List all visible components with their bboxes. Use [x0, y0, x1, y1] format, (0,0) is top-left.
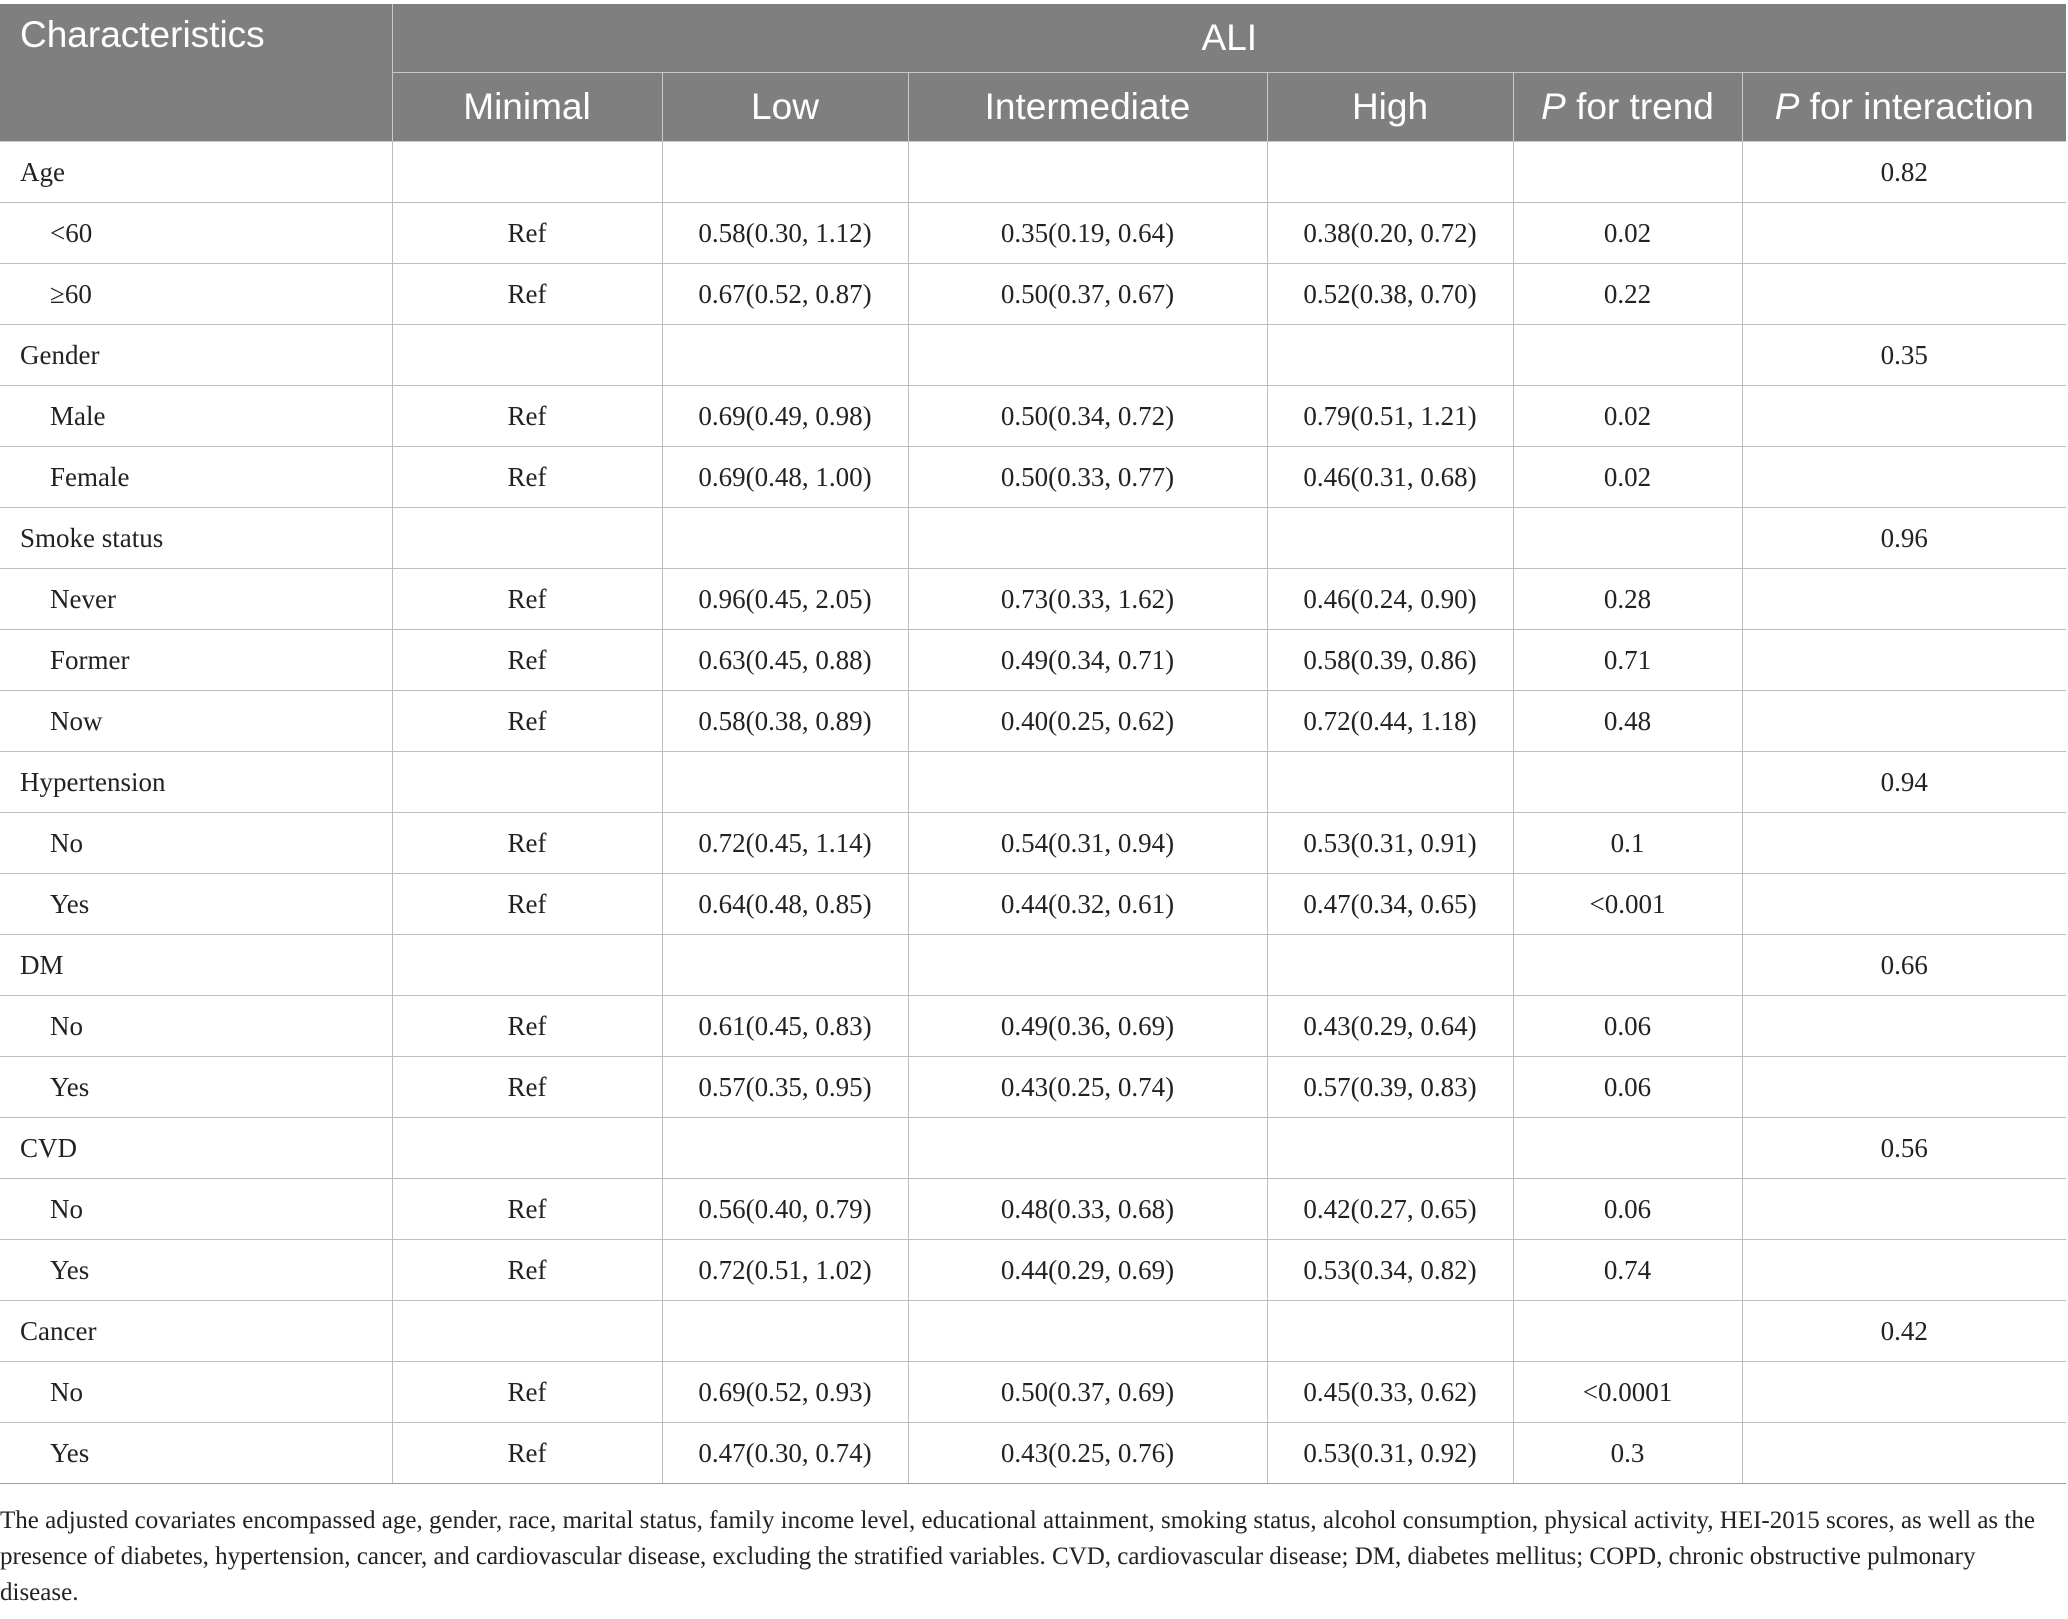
cell-low: 0.67(0.52, 0.87)	[662, 264, 908, 325]
cell-low: 0.63(0.45, 0.88)	[662, 630, 908, 691]
cell-intermediate	[908, 142, 1267, 203]
cell-minimal: Ref	[392, 1057, 662, 1118]
cell-p-interaction	[1742, 996, 2066, 1057]
cell-p-interaction	[1742, 264, 2066, 325]
table-row	[0, 813, 2066, 874]
cell-minimal: Ref	[392, 874, 662, 935]
cell-minimal: Ref	[392, 264, 662, 325]
cell-low	[662, 935, 908, 996]
cell-high: 0.58(0.39, 0.86)	[1267, 630, 1513, 691]
cell-high: 0.72(0.44, 1.18)	[1267, 691, 1513, 752]
cell-intermediate	[908, 1301, 1267, 1362]
table-row	[0, 1057, 2066, 1118]
cell-minimal: Ref	[392, 813, 662, 874]
cell-high: 0.38(0.20, 0.72)	[1267, 203, 1513, 264]
table-row	[0, 142, 2066, 203]
cell-intermediate: 0.40(0.25, 0.62)	[908, 691, 1267, 752]
table-row	[0, 1118, 2066, 1179]
cell-p-trend	[1513, 752, 1742, 813]
cell-low: 0.96(0.45, 2.05)	[662, 569, 908, 630]
cell-high	[1267, 752, 1513, 813]
cell-intermediate: 0.48(0.33, 0.68)	[908, 1179, 1267, 1240]
table-body	[0, 142, 2066, 1484]
cell-minimal: Ref	[392, 630, 662, 691]
cell-p-interaction	[1742, 874, 2066, 935]
cell-label: Yes	[0, 874, 392, 935]
cell-high	[1267, 935, 1513, 996]
cell-intermediate: 0.50(0.37, 0.67)	[908, 264, 1267, 325]
header-intermediate: Intermediate	[908, 73, 1267, 142]
cell-intermediate: 0.50(0.34, 0.72)	[908, 386, 1267, 447]
cell-p-trend: 0.06	[1513, 996, 1742, 1057]
cell-p-interaction	[1742, 447, 2066, 508]
table-row	[0, 203, 2066, 264]
cell-p-interaction: 0.82	[1742, 142, 2066, 203]
cell-p-interaction	[1742, 1057, 2066, 1118]
header-p-trend	[1513, 73, 1742, 142]
cell-minimal: Ref	[392, 203, 662, 264]
table-row	[0, 1423, 2066, 1484]
cell-minimal	[392, 752, 662, 813]
cell-high	[1267, 142, 1513, 203]
cell-p-trend: 0.06	[1513, 1057, 1742, 1118]
cell-high: 0.57(0.39, 0.83)	[1267, 1057, 1513, 1118]
table-row	[0, 508, 2066, 569]
cell-p-interaction	[1742, 569, 2066, 630]
cell-high	[1267, 325, 1513, 386]
cell-p-trend: 0.1	[1513, 813, 1742, 874]
cell-intermediate: 0.35(0.19, 0.64)	[908, 203, 1267, 264]
cell-high: 0.45(0.33, 0.62)	[1267, 1362, 1513, 1423]
cell-p-interaction: 0.56	[1742, 1118, 2066, 1179]
cell-p-interaction	[1742, 1240, 2066, 1301]
cell-label: ≥60	[0, 264, 392, 325]
cell-p-trend	[1513, 142, 1742, 203]
cell-low	[662, 142, 908, 203]
cell-label: Yes	[0, 1240, 392, 1301]
header-characteristics: Characteristics	[0, 4, 392, 142]
cell-minimal: Ref	[392, 996, 662, 1057]
table-footnote: The adjusted covariates encompassed age, gender, race, marital status, family income level, educational attainment, smoking status, alcohol consumption, physical activity, HEI-2015 scores, as well as the presence of diabetes, hypertension, cancer, and cardiovascular disease, excluding the stratified variables. CVD, cardiovascular disease; DM, diabetes mellitus; COPD, chronic obstructive pulmonary disease.	[0, 1507, 2035, 1606]
cell-low: 0.56(0.40, 0.79)	[662, 1179, 908, 1240]
cell-intermediate	[908, 752, 1267, 813]
header-low: Low	[662, 73, 908, 142]
table-row	[0, 447, 2066, 508]
cell-p-trend: 0.02	[1513, 203, 1742, 264]
cell-p-trend: 0.22	[1513, 264, 1742, 325]
cell-p-trend: <0.0001	[1513, 1362, 1742, 1423]
cell-p-interaction: 0.94	[1742, 752, 2066, 813]
table-row	[0, 1362, 2066, 1423]
cell-intermediate: 0.50(0.37, 0.69)	[908, 1362, 1267, 1423]
cell-label: Yes	[0, 1057, 392, 1118]
cell-label: Gender	[0, 325, 392, 386]
cell-low	[662, 1118, 908, 1179]
cell-label: Never	[0, 569, 392, 630]
cell-p-interaction	[1742, 1362, 2066, 1423]
header-p-interaction-rest: for interaction	[1799, 86, 2034, 127]
cell-low: 0.72(0.45, 1.14)	[662, 813, 908, 874]
cell-high: 0.53(0.34, 0.82)	[1267, 1240, 1513, 1301]
cell-intermediate: 0.44(0.32, 0.61)	[908, 874, 1267, 935]
cell-p-trend: 0.71	[1513, 630, 1742, 691]
cell-label: No	[0, 1362, 392, 1423]
cell-intermediate: 0.44(0.29, 0.69)	[908, 1240, 1267, 1301]
cell-p-trend: 0.28	[1513, 569, 1742, 630]
table-row	[0, 935, 2066, 996]
table-row	[0, 691, 2066, 752]
cell-label: Yes	[0, 1423, 392, 1484]
cell-high: 0.46(0.31, 0.68)	[1267, 447, 1513, 508]
cell-minimal: Ref	[392, 1179, 662, 1240]
header-high: High	[1267, 73, 1513, 142]
cell-p-trend: 0.02	[1513, 447, 1742, 508]
cell-p-interaction: 0.96	[1742, 508, 2066, 569]
cell-label: Hypertension	[0, 752, 392, 813]
cell-p-interaction	[1742, 630, 2066, 691]
cell-p-trend: 0.74	[1513, 1240, 1742, 1301]
table-row	[0, 569, 2066, 630]
cell-minimal: Ref	[392, 1362, 662, 1423]
cell-p-interaction: 0.42	[1742, 1301, 2066, 1362]
cell-low: 0.72(0.51, 1.02)	[662, 1240, 908, 1301]
cell-minimal: Ref	[392, 1423, 662, 1484]
cell-intermediate	[908, 325, 1267, 386]
header-p-trend-rest: for trend	[1565, 86, 1714, 127]
cell-p-trend	[1513, 935, 1742, 996]
cell-intermediate	[908, 508, 1267, 569]
cell-p-interaction	[1742, 691, 2066, 752]
cell-label: Cancer	[0, 1301, 392, 1362]
table-row	[0, 386, 2066, 447]
cell-intermediate: 0.43(0.25, 0.74)	[908, 1057, 1267, 1118]
cell-intermediate: 0.43(0.25, 0.76)	[908, 1423, 1267, 1484]
cell-p-interaction	[1742, 203, 2066, 264]
cell-high: 0.79(0.51, 1.21)	[1267, 386, 1513, 447]
table-row	[0, 1301, 2066, 1362]
cell-high: 0.42(0.27, 0.65)	[1267, 1179, 1513, 1240]
cell-high: 0.47(0.34, 0.65)	[1267, 874, 1513, 935]
cell-minimal: Ref	[392, 691, 662, 752]
table-row	[0, 630, 2066, 691]
cell-minimal	[392, 1301, 662, 1362]
cell-p-trend	[1513, 325, 1742, 386]
cell-minimal: Ref	[392, 386, 662, 447]
cell-minimal	[392, 508, 662, 569]
cell-p-interaction	[1742, 386, 2066, 447]
cell-minimal	[392, 1118, 662, 1179]
cell-low: 0.64(0.48, 0.85)	[662, 874, 908, 935]
cell-minimal: Ref	[392, 1240, 662, 1301]
cell-minimal	[392, 325, 662, 386]
table-header	[0, 4, 2066, 142]
cell-p-trend: 0.3	[1513, 1423, 1742, 1484]
cell-p-trend: 0.02	[1513, 386, 1742, 447]
cell-p-trend: 0.48	[1513, 691, 1742, 752]
cell-label: Now	[0, 691, 392, 752]
cell-p-interaction: 0.35	[1742, 325, 2066, 386]
cell-high	[1267, 1118, 1513, 1179]
cell-label: Female	[0, 447, 392, 508]
cell-low: 0.61(0.45, 0.83)	[662, 996, 908, 1057]
cell-low: 0.47(0.30, 0.74)	[662, 1423, 908, 1484]
cell-p-trend: <0.001	[1513, 874, 1742, 935]
cell-minimal: Ref	[392, 447, 662, 508]
cell-p-trend	[1513, 1118, 1742, 1179]
cell-high: 0.53(0.31, 0.92)	[1267, 1423, 1513, 1484]
cell-high: 0.46(0.24, 0.90)	[1267, 569, 1513, 630]
table-row	[0, 752, 2066, 813]
cell-minimal	[392, 935, 662, 996]
cell-high	[1267, 1301, 1513, 1362]
cell-low: 0.58(0.30, 1.12)	[662, 203, 908, 264]
cell-low: 0.57(0.35, 0.95)	[662, 1057, 908, 1118]
cell-high: 0.53(0.31, 0.91)	[1267, 813, 1513, 874]
cell-minimal: Ref	[392, 569, 662, 630]
cell-label: Former	[0, 630, 392, 691]
cell-low	[662, 325, 908, 386]
cell-intermediate: 0.50(0.33, 0.77)	[908, 447, 1267, 508]
cell-minimal	[392, 142, 662, 203]
cell-high: 0.52(0.38, 0.70)	[1267, 264, 1513, 325]
cell-low	[662, 1301, 908, 1362]
cell-p-trend	[1513, 508, 1742, 569]
cell-high	[1267, 508, 1513, 569]
table-row	[0, 325, 2066, 386]
cell-label: Smoke status	[0, 508, 392, 569]
cell-intermediate: 0.54(0.31, 0.94)	[908, 813, 1267, 874]
cell-intermediate: 0.49(0.34, 0.71)	[908, 630, 1267, 691]
cell-high: 0.43(0.29, 0.64)	[1267, 996, 1513, 1057]
table-row	[0, 996, 2066, 1057]
cell-label: No	[0, 813, 392, 874]
cell-p-interaction: 0.66	[1742, 935, 2066, 996]
header-minimal: Minimal	[392, 73, 662, 142]
header-ali-group: ALI	[392, 4, 2066, 73]
cell-p-interaction	[1742, 1179, 2066, 1240]
cell-low: 0.69(0.52, 0.93)	[662, 1362, 908, 1423]
cell-p-trend: 0.06	[1513, 1179, 1742, 1240]
results-table	[0, 4, 2066, 1484]
cell-intermediate: 0.49(0.36, 0.69)	[908, 996, 1267, 1057]
cell-label: Age	[0, 142, 392, 203]
header-p-interaction	[1742, 73, 2066, 142]
cell-low: 0.58(0.38, 0.89)	[662, 691, 908, 752]
cell-intermediate	[908, 935, 1267, 996]
cell-label: CVD	[0, 1118, 392, 1179]
table-row	[0, 874, 2066, 935]
header-p-trend-italic: P	[1541, 86, 1566, 127]
cell-p-interaction	[1742, 1423, 2066, 1484]
cell-low	[662, 752, 908, 813]
cell-label: DM	[0, 935, 392, 996]
cell-low: 0.69(0.48, 1.00)	[662, 447, 908, 508]
table-row	[0, 1240, 2066, 1301]
table-row	[0, 264, 2066, 325]
cell-label: No	[0, 996, 392, 1057]
cell-low: 0.69(0.49, 0.98)	[662, 386, 908, 447]
cell-low	[662, 508, 908, 569]
cell-label: Male	[0, 386, 392, 447]
header-p-interaction-italic: P	[1774, 86, 1800, 127]
cell-label: No	[0, 1179, 392, 1240]
cell-label: <60	[0, 203, 392, 264]
cell-p-trend	[1513, 1301, 1742, 1362]
table-row	[0, 1179, 2066, 1240]
cell-intermediate: 0.73(0.33, 1.62)	[908, 569, 1267, 630]
cell-p-interaction	[1742, 813, 2066, 874]
cell-intermediate	[908, 1118, 1267, 1179]
